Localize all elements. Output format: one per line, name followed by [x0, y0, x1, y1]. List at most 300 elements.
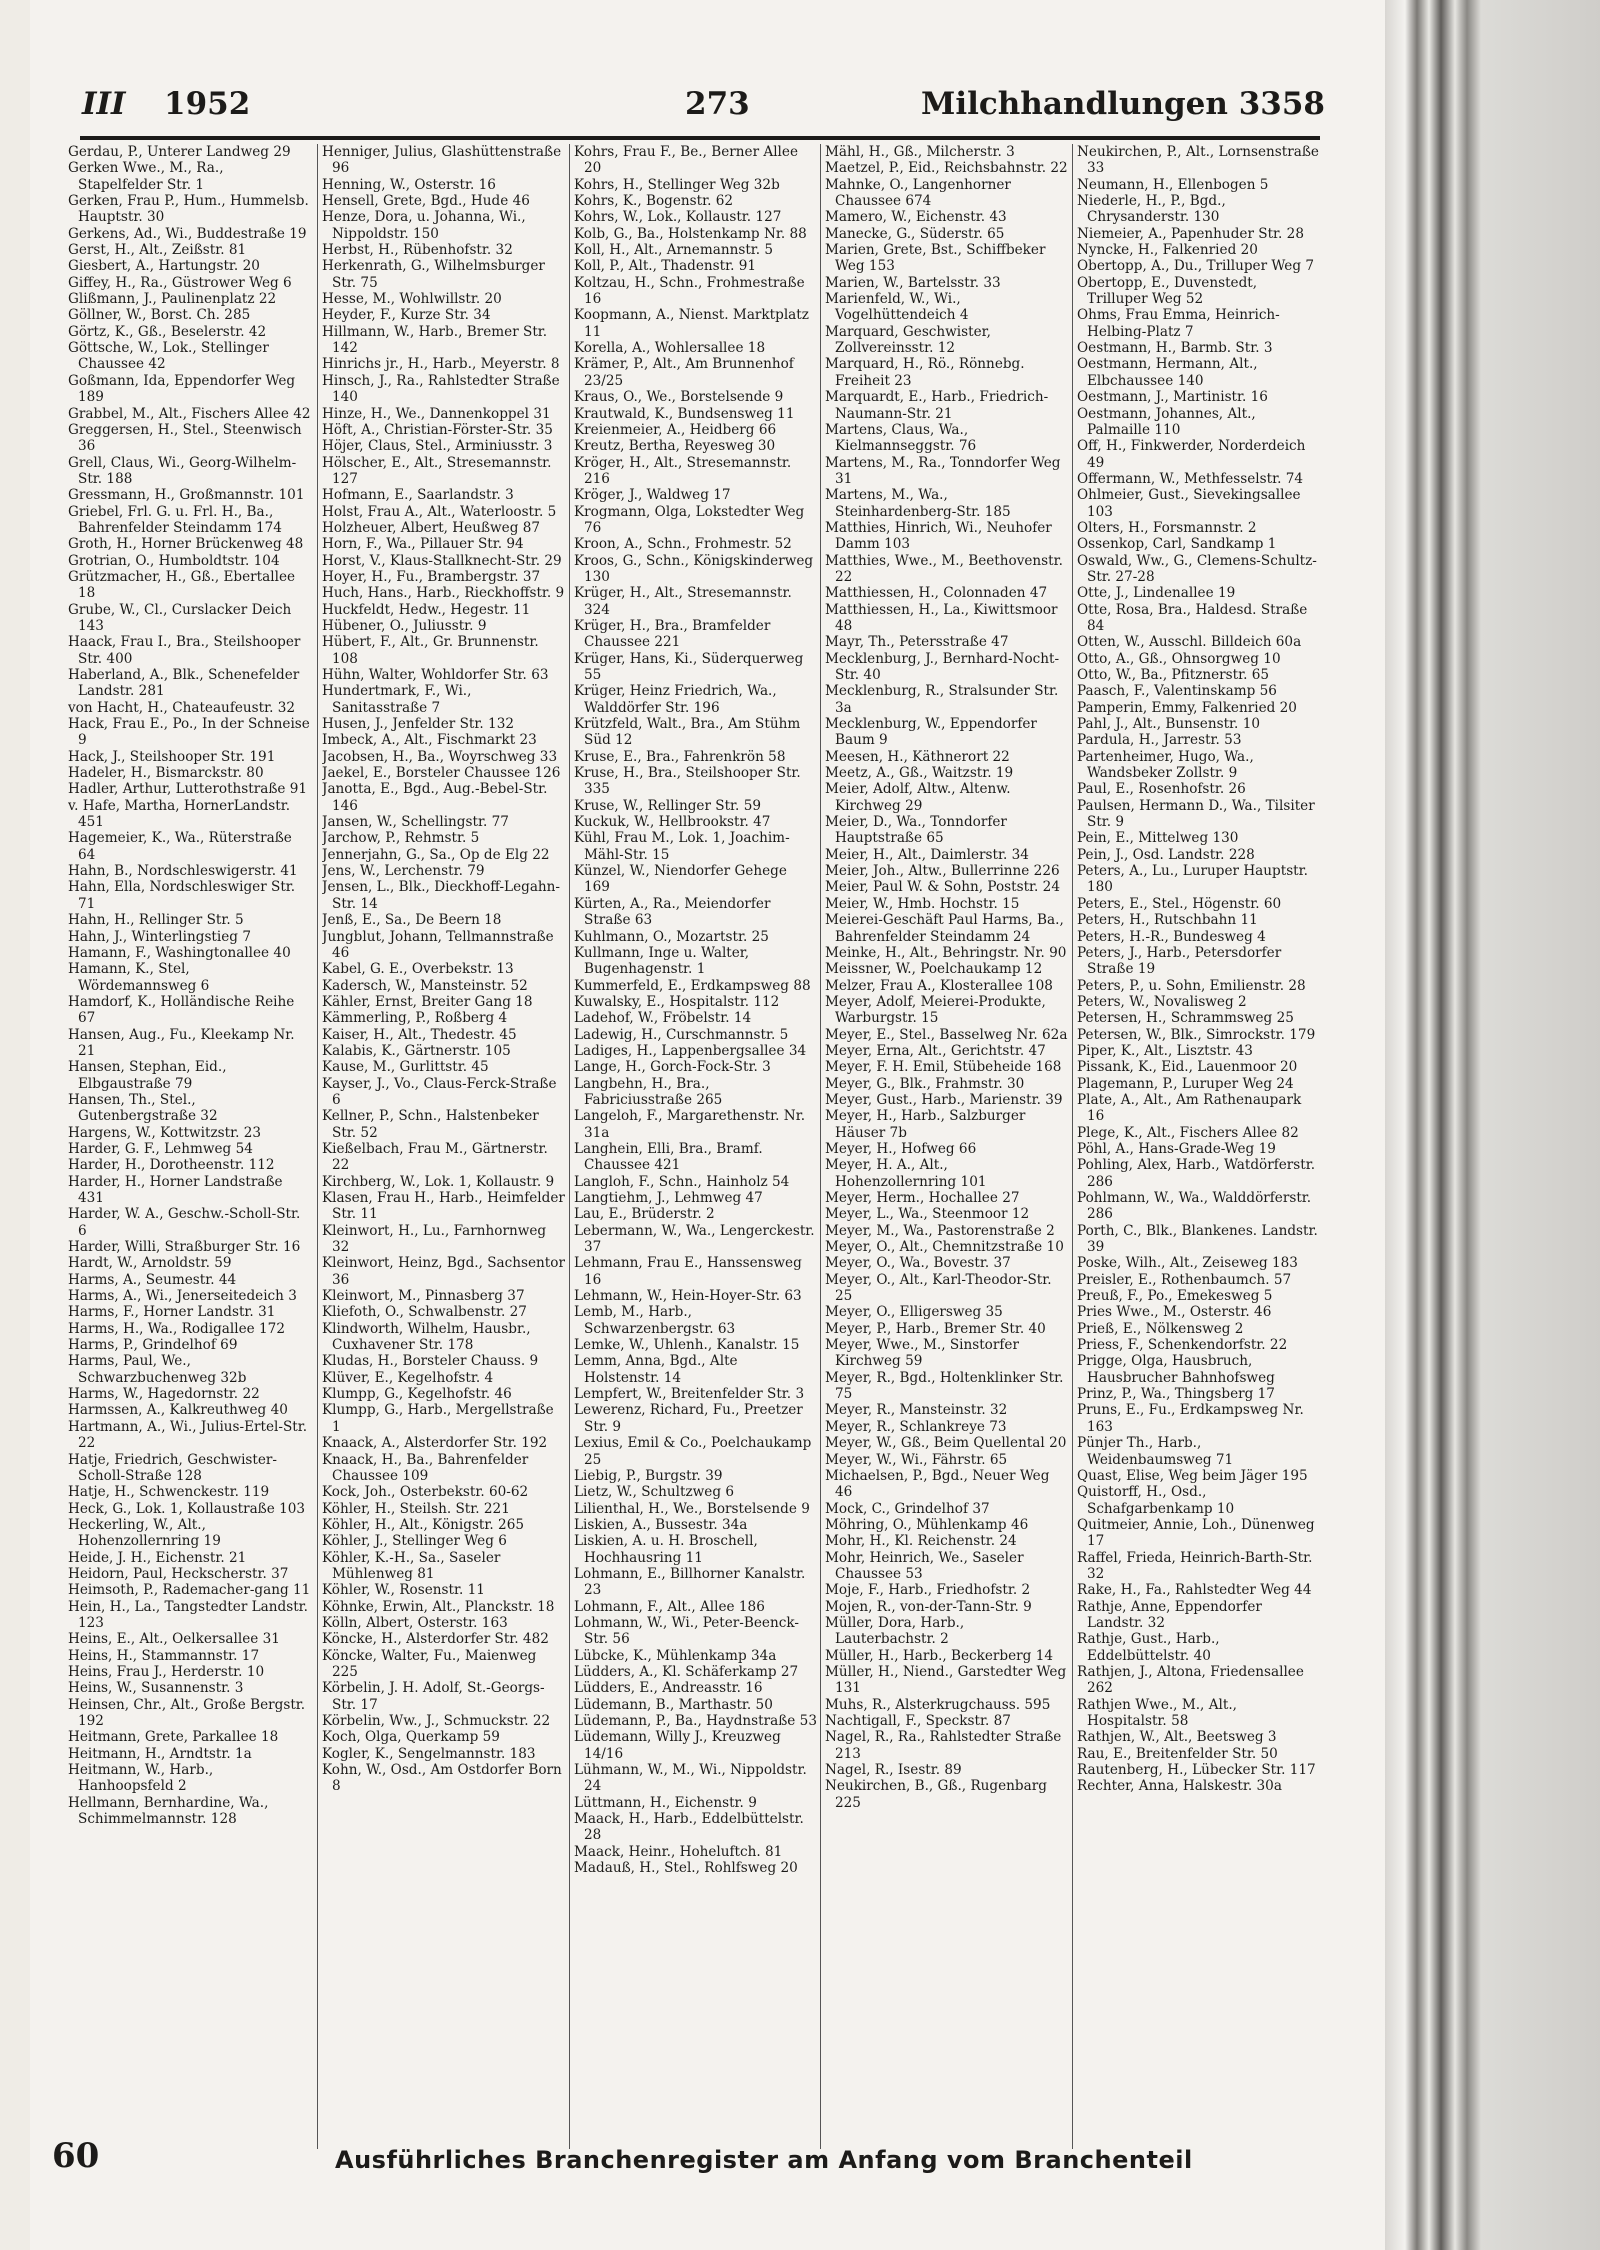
directory-entry: Petersen, W., Blk., Simrockstr. 179 [1077, 1026, 1316, 1043]
directory-entry: Ossenkop, Carl, Sandkamp 1 [1077, 536, 1277, 553]
directory-entry: Klindworth, Wilhelm, Hausbr., Cuxhavener Str. 178 [322, 1320, 531, 1354]
directory-entry: Hinsch, J., Ra., Rahlstedter Straße 140 [322, 372, 560, 406]
directory-entry: Oestmann, H., Barmb. Str. 3 [1077, 340, 1273, 357]
directory-entry: Meyer, H., Harb., Salzburger Häuser 7b [825, 1108, 1026, 1141]
directory-entry: Olters, H., Forsmannstr. 2 [1077, 519, 1257, 536]
directory-entry: Meyer, R., Mansteinstr. 32 [825, 1402, 1008, 1419]
directory-entry: Kreutz, Bertha, Reyesweg 30 [574, 438, 776, 455]
directory-entry: Kadersch, W., Mansteinstr. 52 [322, 977, 528, 994]
directory-entry: Krämer, P., Alt., Am Brunnenhof 23/25 [574, 356, 794, 389]
directory-entry: Goßmann, Ida, Eppendorfer Weg 189 [68, 372, 296, 406]
directory-entry: Hamdorf, K., Holländische Reihe 67 [68, 993, 295, 1027]
directory-entry: Husen, J., Jenfelder Str. 132 [322, 716, 514, 733]
directory-entry: Meyer, L., Wa., Steenmoor 12 [825, 1206, 1030, 1223]
directory-entry: Jaekel, E., Borsteler Chaussee 126 [322, 765, 561, 782]
directory-entry: Kohrs, W., Lok., Kollaustr. 127 [574, 209, 782, 226]
directory-entry: Liebig, P., Burgstr. 39 [574, 1467, 723, 1484]
directory-entry: Hansen, Stephan, Eid., Elbgaustraße 79 [68, 1059, 227, 1092]
directory-entry: Poske, Wilh., Alt., Zeiseweg 183 [1077, 1255, 1298, 1272]
directory-entry: Paul, E., Rosenhofstr. 26 [1077, 781, 1246, 798]
directory-entry: Krüger, Hans, Ki., Süderquerweg 55 [574, 650, 804, 683]
directory-entry: Knaack, H., Ba., Bahrenfelder Chaussee 109 [322, 1451, 529, 1484]
directory-entry: Meyer, Erna, Alt., Gerichtstr. 47 [825, 1042, 1046, 1059]
directory-entry: Glißmann, J., Paulinenplatz 22 [68, 291, 277, 308]
directory-entry: Maack, H., Harb., Eddelbüttelstr. 28 [574, 1811, 804, 1844]
directory-entry: Körbelin, J. H. Adolf, St.-Georgs-Str. 17 [322, 1680, 545, 1713]
directory-entry: Harms, Paul, We., Schwarzbuchenweg 32b [68, 1353, 247, 1386]
directory-entry: Hansen, Aug., Fu., Kleekamp Nr. 21 [68, 1026, 295, 1059]
directory-entry: Langloh, F., Schn., Hainholz 54 [574, 1173, 790, 1190]
directory-entry: Kummerfeld, E., Erdkampsweg 88 [574, 977, 811, 994]
directory-entry: Neukirchen, B., Gß., Rugenbarg 225 [825, 1778, 1047, 1811]
directory-column-2 [322, 144, 565, 2149]
directory-entry: Hoyer, H., Fu., Brambergstr. 37 [322, 568, 541, 585]
directory-entry: Meesen, H., Käthnerort 22 [825, 748, 1010, 765]
directory-entry: Martens, M., Wa., Steinhardenberg-Str. 185 [825, 487, 1011, 520]
directory-entry: Meyer, Gust., Harb., Marienstr. 39 [825, 1091, 1063, 1108]
directory-entry: Mecklenburg, W., Eppendorfer Baum 9 [825, 716, 1037, 749]
directory-entry: Harms, H., Wa., Rodigallee 172 [68, 1320, 285, 1337]
directory-entry: Langbehn, H., Bra., Fabriciusstraße 265 [574, 1075, 723, 1108]
directory-entry: Lüdemann, P., Ba., Haydnstraße 53 [574, 1713, 817, 1729]
directory-entry: Matthies, Hinrich, Wi., Neuhofer Damm 103 [825, 519, 1052, 553]
directory-entry: Melzer, Frau A., Klosterallee 108 [825, 977, 1053, 994]
volume-number: III [82, 86, 126, 122]
directory-entry: Meyer, G., Blk., Frahmstr. 30 [825, 1075, 1025, 1092]
directory-column-5 [1077, 144, 1320, 2149]
directory-entry: Koch, Olga, Querkamp 59 [322, 1729, 500, 1746]
directory-entry: Gerken Wwe., M., Ra., Stapelfelder Str. 1 [68, 160, 224, 193]
directory-entry: Pöhl, A., Hans-Grade-Weg 19 [1077, 1140, 1276, 1157]
directory-entry: von Hacht, H., Chateaufeustr. 32 [68, 699, 296, 716]
directory-entry: Heyder, F., Kurze Str. 34 [322, 307, 491, 324]
directory-entry: Hillmann, W., Harb., Bremer Str. 142 [322, 323, 548, 357]
directory-entry: Meyer, M., Wa., Pastorenstraße 2 [825, 1222, 1055, 1239]
directory-entry: Heitmann, W., Harb., Hanhoopsfeld 2 [68, 1762, 214, 1795]
directory-entry: Otto, W., Ba., Pfitznerstr. 65 [1077, 667, 1270, 683]
directory-entry: Greggersen, H., Stel., Steenwisch 36 [68, 421, 302, 455]
column-divider [820, 144, 821, 2149]
directory-entry: Ohlmeier, Gust., Sievekingsallee 103 [1077, 487, 1301, 520]
directory-entry: Heidorn, Paul, Heckscherstr. 37 [68, 1565, 289, 1582]
directory-entry: Meier, W., Hmb. Hochstr. 15 [825, 895, 1020, 912]
directory-entry: Heide, J. H., Eichenstr. 21 [68, 1549, 247, 1566]
directory-entry: Meier, D., Wa., Tonndorfer Hauptstraße 65 [825, 814, 1007, 847]
directory-entry: Meier, H., Alt., Daimlerstr. 34 [825, 846, 1029, 863]
directory-entry: Meyer, H., Hofweg 66 [825, 1140, 977, 1157]
directory-entry: Meyer, R., Bgd., Holtenklinker Str. 75 [825, 1369, 1064, 1403]
directory-entry: Petersen, H., Schrammsweg 25 [1077, 1010, 1294, 1027]
directory-entry: Meyer, O., Alt., Chemnitzstraße 10 [825, 1239, 1064, 1256]
directory-entry: Kalabis, K., Gärtnerstr. 105 [322, 1042, 511, 1059]
page-edge [1385, 0, 1600, 2250]
directory-entry: Klasen, Frau H., Harb., Heimfelder Str. 11 [322, 1190, 565, 1223]
directory-entry: Lange, H., Gorch-Fock-Str. 3 [574, 1059, 771, 1076]
directory-entry: Nachtigall, F., Speckstr. 87 [825, 1713, 1011, 1729]
directory-entry: Manecke, G., Süderstr. 65 [825, 225, 1005, 242]
directory-entry: Mecklenburg, R., Stralsunder Str. 3a [825, 683, 1059, 716]
directory-entry: Harder, W. A., Geschw.-Scholl-Str. 6 [68, 1206, 301, 1239]
directory-entry: Peters, J., Harb., Petersdorfer Straße 19 [1077, 944, 1282, 978]
directory-entry: Pardula, H., Jarrestr. 53 [1077, 732, 1242, 749]
directory-entry: Kölln, Albert, Osterstr. 163 [322, 1614, 508, 1631]
directory-entry: Jenß, E., Sa., De Beern 18 [322, 912, 502, 929]
directory-entry: Hesse, M., Wohlwillstr. 20 [322, 291, 502, 308]
directory-entry: Hinrichs jr., H., Harb., Meyerstr. 8 [322, 356, 560, 373]
directory-entry: Pohlmann, W., Wa., Walddörferstr. 286 [1077, 1190, 1312, 1223]
directory-entry: Grell, Claus, Wi., Georg-Wilhelm-Str. 188 [68, 454, 297, 487]
directory-entry: Meissner, W., Poelchaukamp 12 [825, 961, 1043, 978]
directory-entry: Kruse, E., Bra., Fahrenkrön 58 [574, 748, 786, 765]
directory-entry: Meyer, E., Stel., Basselweg Nr. 62a [825, 1026, 1068, 1043]
directory-entry: Harms, P., Grindelhof 69 [68, 1337, 238, 1354]
directory-column-3 [574, 144, 817, 2149]
directory-entry: Otte, J., Lindenallee 19 [1077, 585, 1236, 602]
directory-entry: Pamperin, Emmy, Falkenried 20 [1077, 699, 1297, 716]
year: 1952 [164, 86, 251, 122]
directory-entry: Hahn, H., Rellinger Str. 5 [68, 912, 244, 929]
directory-entry: Neumann, H., Ellenbogen 5 [1077, 176, 1269, 193]
directory-entry: Preuß, F., Po., Emekesweg 5 [1077, 1288, 1273, 1305]
directory-entry: Lüdders, A., Kl. Schäferkamp 27 [574, 1663, 799, 1680]
directory-entry: Marien, Grete, Bst., Schiffbeker Weg 153 [825, 242, 1046, 275]
directory-entry: Höft, A., Christian-Förster-Str. 35 [322, 421, 553, 438]
directory-entry: Hargens, W., Kottwitzstr. 23 [68, 1124, 262, 1141]
directory-entry: Köhler, H., Alt., Königstr. 265 [322, 1516, 524, 1533]
directory-entry: Heitmann, H., Arndtstr. 1a [68, 1745, 252, 1762]
directory-entry: Marquardt, E., Harb., Friedrich-Naumann-Str. 21 [825, 389, 1049, 422]
directory-entry: Köhler, W., Rosenstr. 11 [322, 1582, 485, 1599]
directory-entry: Kuckuk, W., Hellbrookstr. 47 [574, 814, 771, 831]
directory-entry: Rechter, Anna, Halskestr. 30a [1077, 1778, 1282, 1795]
directory-entry: Off, H., Finkwerder, Norderdeich 49 [1077, 438, 1306, 471]
directory-entry: Meyer, W., Wi., Fährstr. 65 [825, 1451, 1008, 1468]
directory-entry: Oestmann, Johannes, Alt., Palmaille 110 [1077, 405, 1256, 438]
directory-entry: Ladehof, W., Fröbelstr. 14 [574, 1010, 752, 1027]
directory-entry: Meyer, F. H. Emil, Stübeheide 168 [825, 1059, 1062, 1076]
directory-entry: Harmssen, A., Kalkreuthweg 40 [68, 1402, 288, 1419]
directory-entry: Kohrs, K., Bogenstr. 62 [574, 193, 734, 210]
directory-entry: Harms, W., Hagedornstr. 22 [68, 1386, 260, 1403]
directory-entry: v. Hafe, Martha, HornerLandstr. 451 [68, 797, 291, 831]
directory-entry: Harder, H., Horner Landstraße 431 [68, 1173, 283, 1206]
directory-entry: Preisler, E., Rothenbaumch. 57 [1077, 1271, 1292, 1288]
directory-entry: Müller, Dora, Harb., Lauterbachstr. 2 [825, 1614, 965, 1648]
directory-entry: Niederle, H., P., Bgd., Chrysanderstr. 130 [1077, 193, 1226, 226]
directory-entry: Herbst, H., Rübenhofstr. 32 [322, 242, 513, 259]
directory-entry: Lilienthal, H., We., Borstelsende 9 [574, 1500, 810, 1517]
directory-entry: Krüger, H., Bra., Bramfelder Chaussee 221 [574, 617, 771, 651]
directory-entry: Lempfert, W., Breitenfelder Str. 3 [574, 1386, 805, 1403]
directory-entry: Görtz, K., Gß., Beselerstr. 42 [68, 323, 267, 340]
directory-entry: Nyncke, H., Falkenried 20 [1077, 242, 1258, 259]
directory-entry: Lehmann, Frau E., Hanssensweg 16 [574, 1255, 802, 1288]
directory-entry: Kaiser, H., Alt., Thedestr. 45 [322, 1026, 517, 1043]
directory-entry: Hahn, B., Nordschleswigerstr. 41 [68, 863, 298, 880]
directory-entry: Maack, Heinr., Hoheluftch. 81 [574, 1843, 783, 1860]
directory-entry: Plege, K., Alt., Fischers Allee 82 [1077, 1124, 1299, 1141]
directory-entry: Kullmann, Inge u. Walter, Bugenhagenstr. 1 [574, 944, 750, 978]
directory-entry: Gressmann, H., Großmannstr. 101 [68, 487, 305, 504]
directory-entry: Jungblut, Johann, Tellmannstraße 46 [322, 928, 554, 961]
directory-entry: Martens, Claus, Wa., Kielmannseggstr. 76 [825, 421, 977, 455]
directory-entry: Kreienmeier, A., Heidberg 66 [574, 421, 777, 438]
directory-entry: Hensell, Grete, Bgd., Hude 46 [322, 193, 530, 210]
directory-entry: Heitmann, Grete, Parkallee 18 [68, 1729, 279, 1746]
directory-entry: Kähler, Ernst, Breiter Gang 18 [322, 993, 533, 1010]
directory-entry: Mayr, Th., Petersstraße 47 [825, 634, 1009, 651]
directory-entry: Nagel, R., Ra., Rahlstedter Straße 213 [825, 1729, 1062, 1762]
directory-entry: Offermann, W., Methfesselstr. 74 [1077, 470, 1304, 487]
directory-entry: Peters, H.-R., Bundesweg 4 [1077, 928, 1266, 945]
directory-entry: Hartmann, A., Wi., Julius-Ertel-Str. 22 [68, 1418, 308, 1452]
directory-entry: Otte, Rosa, Bra., Haldesd. Straße 84 [1077, 601, 1308, 634]
directory-entry: Jansen, W., Schellingstr. 77 [322, 814, 509, 831]
directory-entry: Lüdemann, Willy J., Kreuzweg 14/16 [574, 1729, 781, 1762]
directory-entry: Partenheimer, Hugo, Wa., Wandsbeker Zollstr. 9 [1077, 748, 1254, 782]
directory-column-1 [68, 144, 311, 2149]
directory-entry: Kroon, A., Schn., Frohmestr. 52 [574, 536, 792, 553]
directory-entry: Hatje, H., Schwenckestr. 119 [68, 1484, 270, 1501]
directory-entry: Priess, F., Schenkendorfstr. 22 [1077, 1337, 1288, 1354]
directory-entry: Mock, C., Grindelhof 37 [825, 1500, 990, 1517]
directory-entry: Harder, G. F., Lehmweg 54 [68, 1140, 253, 1157]
directory-entry: Hölscher, E., Alt., Stresemannstr. 127 [322, 454, 552, 487]
directory-entry: Gerken, Frau P., Hum., Hummelsb. Hauptstr. 30 [68, 193, 309, 226]
directory-entry: Köncke, H., Alsterdorfer Str. 482 [322, 1631, 549, 1648]
directory-entry: Meyer, Adolf, Meierei-Produkte, Warburgstr. 15 [825, 993, 1046, 1027]
directory-entry: Plagemann, P., Luruper Weg 24 [1077, 1075, 1294, 1092]
directory-entry: Quistorff, H., Osd., Schafgarbenkamp 10 [1077, 1484, 1235, 1517]
directory-entry: Müller, H., Niend., Garstedter Weg 131 [825, 1663, 1067, 1697]
directory-entry: Meierei-Geschäft Paul Harms, Ba., Bahrenfelder Steindamm 24 [825, 912, 1064, 945]
directory-entry: Gerst, H., Alt., Zeißstr. 81 [68, 242, 247, 259]
directory-entry: Horn, F., Wa., Pillauer Str. 94 [322, 536, 524, 553]
directory-entry: Hahn, J., Winterlingstieg 7 [68, 928, 251, 945]
directory-entry: Otten, W., Ausschl. Billdeich 60a [1077, 634, 1302, 651]
directory-entry: Huckfeldt, Hedw., Hegestr. 11 [322, 601, 531, 618]
directory-entry: Hamann, K., Stel, Wördemannsweg 6 [68, 961, 210, 994]
directory-entry: Kuhlmann, O., Mozartstr. 25 [574, 928, 769, 945]
directory-entry: Kruse, W., Rellinger Str. 59 [574, 797, 761, 814]
directory-entry: Oestmann, Hermann, Alt., Elbchaussee 140 [1077, 356, 1258, 389]
directory-entry: Hahn, Ella, Nordschleswiger Str. 71 [68, 879, 296, 912]
directory-entry: Meyer, O., Wa., Bovestr. 37 [825, 1255, 1011, 1272]
directory-entry: Köhler, K.-H., Sa., Saseler Mühlenweg 81 [322, 1549, 501, 1582]
directory-entry: Obertopp, E., Duvenstedt, Trilluper Weg 52 [1077, 274, 1258, 308]
directory-entry: Rathjen, J., Altona, Friedensallee 262 [1077, 1663, 1304, 1697]
directory-entry: Hellmann, Bernhardine, Wa., Schimmelmannstr. 128 [68, 1794, 269, 1828]
directory-entry: Hansen, Th., Stel., Gutenbergstraße 32 [68, 1091, 218, 1125]
directory-entry: Neukirchen, P., Alt., Lornsenstraße 33 [1077, 144, 1319, 177]
directory-entry: Hübert, F., Alt., Gr. Brunnenstr. 108 [322, 634, 539, 667]
directory-entry: Pissank, K., Eid., Lauenmoor 20 [1077, 1059, 1298, 1076]
directory-entry: Kleinwort, H., Lu., Farnhornweg 32 [322, 1222, 547, 1256]
directory-entry: Jarchow, P., Rehmstr. 5 [322, 830, 480, 847]
directory-entry: Rathjen, W., Alt., Beetsweg 3 [1077, 1729, 1277, 1746]
directory-entry: Martens, M., Ra., Tonndorfer Weg 31 [825, 454, 1061, 487]
directory-entry: Kraus, O., We., Borstelsende 9 [574, 389, 784, 406]
directory-entry: Piper, K., Alt., Lisztstr. 43 [1077, 1042, 1253, 1059]
directory-entry: Haberland, A., Blk., Schenefelder Landstr. 281 [68, 667, 300, 700]
directory-entry: Müller, H., Harb., Beckerberg 14 [825, 1647, 1053, 1664]
directory-entry: Marienfeld, W., Wi., Vogelhüttendeich 4 [825, 291, 969, 324]
directory-entry: Meyer, O., Alt., Karl-Theodor-Str. 25 [825, 1271, 1052, 1305]
directory-entry: Kellner, P., Schn., Halstenbeker Str. 52 [322, 1108, 539, 1141]
directory-entry: Gerkens, Ad., Wi., Buddestraße 19 [68, 225, 307, 242]
directory-entry: Lübcke, K., Mühlenkamp 34a [574, 1647, 777, 1664]
directory-entry: Kühl, Frau M., Lok. 1, Joachim-Mähl-Str. 15 [574, 830, 790, 863]
directory-entry: Pünjer Th., Harb., Weidenbaumsweg 71 [1077, 1435, 1234, 1468]
directory-entry: Koopmann, A., Nienst. Marktplatz 11 [574, 307, 809, 340]
directory-entry: Giesbert, A., Hartungstr. 20 [68, 258, 260, 275]
directory-entry: Mohr, H., Kl. Reichenstr. 24 [825, 1533, 1017, 1550]
directory-entry: Pries Wwe., M., Osterstr. 46 [1077, 1304, 1272, 1321]
directory-entry: Göttsche, W., Lok., Stellinger Chaussee 42 [68, 340, 269, 373]
directory-entry: Ohms, Frau Emma, Heinrich-Helbing-Platz 7 [1077, 307, 1280, 340]
directory-entry: Marquard, Geschwister, Zollvereinsstr. 12 [825, 323, 991, 357]
directory-entry: Pruns, E., Fu., Erdkampsweg Nr. 163 [1077, 1402, 1304, 1435]
directory-entry: Hinze, H., We., Dannenkoppel 31 [322, 405, 551, 422]
directory-entry: Rau, E., Breitenfelder Str. 50 [1077, 1745, 1278, 1762]
directory-entry: Korella, A., Wohlersallee 18 [574, 340, 766, 357]
directory-entry: Rake, H., Fa., Rahlstedter Weg 44 [1077, 1582, 1312, 1599]
directory-entry: Grotrian, O., Humboldtstr. 104 [68, 552, 280, 569]
directory-entry: Koltzau, H., Schn., Frohmestraße 16 [574, 274, 805, 308]
directory-entry: Pein, E., Mittelweg 130 [1077, 830, 1239, 847]
directory-entry: Mecklenburg, J., Bernhard-Nocht-Str. 40 [825, 650, 1060, 683]
directory-entry: Huch, Hans., Harb., Rieckhoffstr. 9 [322, 585, 565, 602]
directory-entry: Heinsen, Chr., Alt., Große Bergstr. 192 [68, 1696, 306, 1729]
directory-entry: Rathjen Wwe., M., Alt., Hospitalstr. 58 [1077, 1696, 1237, 1729]
directory-entry: Harms, A., Wi., Jenerseitedeich 3 [68, 1288, 297, 1305]
directory-entry: Peters, W., Novalisweg 2 [1077, 993, 1247, 1010]
directory-entry: Kröger, J., Waldweg 17 [574, 487, 731, 504]
directory-entry: Henniger, Julius, Glashüttenstraße 96 [322, 144, 562, 177]
column-divider [317, 144, 318, 2149]
directory-entry: Haack, Frau I., Bra., Steilshooper Str. 400 [68, 634, 301, 667]
directory-entry: Göllner, W., Borst. Ch. 285 [68, 307, 251, 324]
directory-entry: Niemeier, A., Papenhuder Str. 28 [1077, 225, 1304, 242]
directory-entry: Kröger, H., Alt., Stresemannstr. 216 [574, 454, 792, 487]
directory-entry: Kohrs, H., Stellinger Weg 32b [574, 176, 780, 193]
directory-entry: Matthies, Wwe., M., Beethovenstr. 22 [825, 552, 1063, 585]
directory-entry: Marquard, H., Rö., Rönnebg. Freiheit 23 [825, 356, 1025, 389]
footer-note: Ausführliches Branchenregister am Anfang vom Branchenteil [335, 2146, 1193, 2174]
directory-entry: Prinz, P., Wa., Thingsberg 17 [1077, 1386, 1275, 1403]
directory-entry: Gerdau, P., Unterer Landweg 29 [68, 144, 291, 160]
directory-entry: Kohn, W., Osd., Am Ostdorfer Born 8 [322, 1762, 562, 1795]
directory-entry: Grabbel, M., Alt., Fischers Allee 42 [68, 405, 311, 422]
directory-entry: Lüdemann, B., Marthastr. 50 [574, 1696, 773, 1713]
directory-entry: Möhring, O., Mühlenkamp 46 [825, 1516, 1029, 1533]
directory-entry: Harder, Willi, Straßburger Str. 16 [68, 1239, 301, 1256]
directory-entry: Paulsen, Hermann D., Wa., Tilsiter Str. 9 [1077, 797, 1315, 831]
directory-entry: Mähl, H., Gß., Milcherstr. 3 [825, 144, 1015, 160]
directory-entry: Meyer, P., Harb., Bremer Str. 40 [825, 1320, 1046, 1337]
directory-entry: Prigge, Olga, Hausbruch, Hausbrucher Bahnhofsweg [1077, 1353, 1275, 1386]
directory-entry: Krüger, Heinz Friedrich, Wa., Walddörfer Str. 196 [574, 683, 777, 716]
directory-entry: Paasch, F., Valentinskamp 56 [1077, 683, 1277, 700]
section-title: Milchhandlungen 3358 [921, 86, 1325, 122]
directory-entry: Krautwald, K., Bundsensweg 11 [574, 405, 795, 422]
directory-entry: Krüger, H., Alt., Stresemannstr. 324 [574, 585, 792, 618]
directory-entry: Giffey, H., Ra., Güstrower Weg 6 [68, 274, 292, 291]
directory-entry: Heins, Frau J., Herderstr. 10 [68, 1663, 265, 1680]
directory-entry: Plate, A., Alt., Am Rathenaupark 16 [1077, 1091, 1302, 1125]
directory-entry: Rathje, Gust., Harb., Eddelbüttelstr. 40 [1077, 1631, 1220, 1664]
directory-entry: Moje, F., Harb., Friedhofstr. 2 [825, 1582, 1031, 1599]
directory-entry: Klumpp, G., Harb., Mergellstraße 1 [322, 1402, 554, 1435]
directory-entry: Quast, Elise, Weg beim Jäger 195 [1077, 1467, 1308, 1484]
directory-entry: Liskien, A., Bussestr. 34a [574, 1516, 748, 1533]
directory-entry: Koll, P., Alt., Thadenstr. 91 [574, 258, 757, 275]
directory-entry: Jacobsen, H., Ba., Woyrschweg 33 [322, 748, 558, 765]
directory-entry: Heins, H., Stammannstr. 17 [68, 1647, 260, 1664]
directory-entry: Langtiehm, J., Lehmweg 47 [574, 1190, 763, 1206]
directory-entry: Hatje, Friedrich, Geschwister-Scholl-Straße 128 [68, 1451, 278, 1484]
directory-entry: Kuwalsky, E., Hospitalstr. 112 [574, 993, 780, 1010]
directory-entry: Meier, Joh., Altw., Bullerrinne 226 [825, 863, 1060, 880]
directory-entry: Jennerjahn, G., Sa., Op de Elg 22 [322, 846, 550, 863]
directory-entry: Jensen, L., Blk., Dieckhoff-Legahn-Str. 14 [322, 879, 561, 912]
directory-entry: Heck, G., Lok. 1, Kollaustraße 103 [68, 1500, 306, 1517]
directory-entry: Kliefoth, O., Schwalbenstr. 27 [322, 1304, 527, 1321]
directory-entry: Köhler, H., Steilsh. Str. 221 [322, 1500, 510, 1517]
directory-entry: Hagemeier, K., Wa., Rüterstraße 64 [68, 830, 292, 863]
directory-entry: Meyer, Wwe., M., Sinstorfer Kirchweg 59 [825, 1337, 1019, 1370]
directory-entry: Hadler, Arthur, Lutterothstraße 91 [68, 781, 308, 798]
directory-entry: Lemm, Anna, Bgd., Alte Holstenstr. 14 [574, 1353, 738, 1386]
directory-column-4 [825, 144, 1068, 2149]
directory-entry: Langeloh, F., Margarethenstr. Nr. 31a [574, 1108, 806, 1141]
directory-entry: Kludas, H., Borsteler Chauss. 9 [322, 1353, 539, 1370]
directory-entry: Hack, J., Steilshooper Str. 191 [68, 748, 276, 765]
directory-entry: Imbeck, A., Alt., Fischmarkt 23 [322, 732, 537, 749]
directory-entry: Liskien, A. u. H. Broschell, Hochhausring 11 [574, 1533, 758, 1566]
directory-entry: Kroos, G., Schn., Königskinderweg 130 [574, 552, 814, 585]
directory-entry: Meyer, Herm., Hochallee 27 [825, 1190, 1020, 1206]
directory-entry: Mamero, W., Eichenstr. 43 [825, 209, 1007, 226]
directory-entry: Pohling, Alex, Harb., Watdörferstr. 286 [1077, 1157, 1316, 1190]
directory-entry: Peters, H., Rutschbahn 11 [1077, 912, 1258, 929]
directory-entry: Lebermann, W., Wa., Lengerckestr. 37 [574, 1222, 815, 1256]
directory-entry: Meyer, H. A., Alt., Hohenzollernring 101 [825, 1157, 987, 1190]
directory-entry: Köhnke, Erwin, Alt., Planckstr. 18 [322, 1598, 555, 1615]
directory-entry: Lohmann, F., Alt., Allee 186 [574, 1598, 765, 1615]
directory-entry: Meinke, H., Alt., Behringstr. Nr. 90 [825, 944, 1067, 961]
directory-entry: Lexius, Emil & Co., Poelchaukamp 25 [574, 1435, 812, 1468]
directory-entry: Kürten, A., Ra., Meiendorfer Straße 63 [574, 895, 771, 929]
directory-entry: Maetzel, P., Eid., Reichsbahnstr. 22 [825, 160, 1068, 177]
directory-entry: Kause, M., Gurlittstr. 45 [322, 1059, 489, 1076]
directory-entry: Holzheuer, Albert, Heußweg 87 [322, 519, 541, 536]
directory-entry: Herkenrath, G., Wilhelmsburger Str. 75 [322, 258, 545, 291]
directory-entry: Lohmann, W., Wi., Peter-Beenck-Str. 56 [574, 1614, 799, 1648]
directory-entry: Lietz, W., Schultzweg 6 [574, 1484, 735, 1501]
directory-entry: Heimsoth, P., Rademacher-gang 11 [68, 1582, 311, 1599]
directory-entry: Kruse, H., Bra., Steilshooper Str. 335 [574, 765, 801, 798]
page-header [60, 82, 1325, 134]
directory-entry: Meyer, O., Elligersweg 35 [825, 1304, 1003, 1321]
directory-entry: Hamann, F., Washingtonallee 40 [68, 944, 291, 961]
directory-entry: Otto, A., Gß., Ohnsorgweg 10 [1077, 650, 1281, 667]
directory-entry: Obertopp, A., Du., Trilluper Weg 7 [1077, 258, 1314, 275]
directory-entry: Griebel, Frl. G. u. Frl. H., Ba., Bahrenfelder Steindamm 174 [68, 503, 282, 536]
directory-entry: Hundertmark, F., Wi., Sanitasstraße 7 [322, 683, 472, 716]
directory-entry: Köncke, Walter, Fu., Maienweg 225 [322, 1647, 537, 1680]
directory-entry: Mohr, Heinrich, We., Saseler Chaussee 53 [825, 1549, 1024, 1582]
